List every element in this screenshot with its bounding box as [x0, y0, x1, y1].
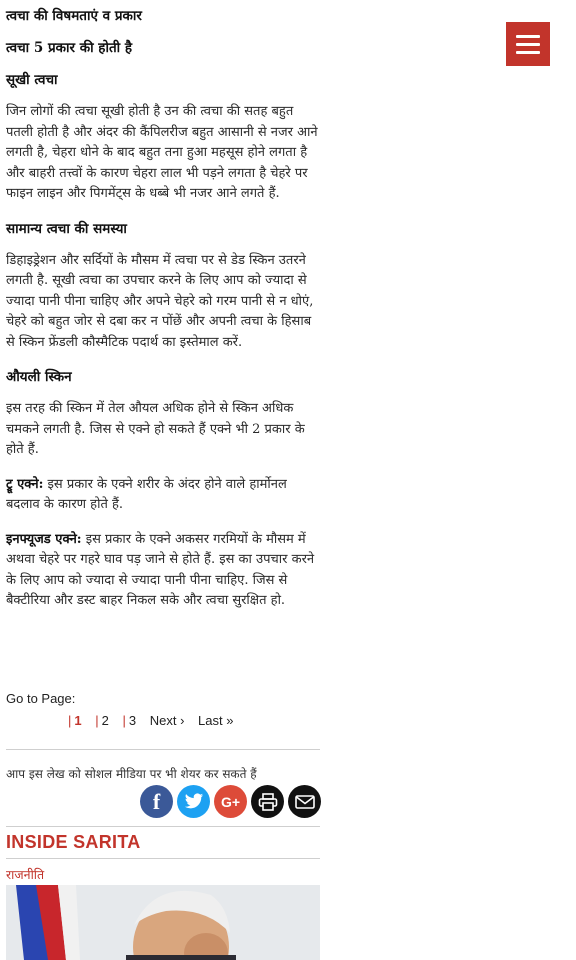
- print-icon[interactable]: [251, 785, 284, 818]
- section-body-dry-skin: जिन लोगों की त्वचा सूखी होती है उन की त्वचा की सतह बहुत पतली होती है और अंदर की कैंपिलरीज बहुत आसानी से नजर आने लगती है, चेहरा धोने के बाद बहुत तना हुआ महसूस होने लगता है और बाहरी तत्त्वों के कारण चेहरा लाल भी पड़ने लगता है चेहरे पर फाइन लाइन और पिगमेंट्स के धब्बे भी नजर आने लगते हैं.: [6, 104, 318, 201]
- google-plus-icon[interactable]: G+: [214, 785, 247, 818]
- page-link-current[interactable]: 1: [74, 713, 82, 728]
- divider: [6, 826, 320, 827]
- page-link-3[interactable]: 3: [128, 713, 137, 728]
- body-infused-acne: इस प्रकार के एक्ने अकसर गरमियों के मौसम में अथवा चेहरे पर गहरे घाव पड़ जाने से होते हैं. इस का उपचार करने के लिए आप को ज्यादा से ज्यादा पानी पीना चाहिए. जिस से बैक्टीरिया और डस्ट बाहर निकल सके और त्वचा सुरक्षित हो.: [6, 531, 315, 608]
- next-page-link[interactable]: Next ›: [149, 713, 185, 728]
- article-heading-five-types: त्वचा 5 प्रकार की होती है: [6, 40, 133, 56]
- pagination-separator: |: [122, 713, 126, 728]
- twitter-icon[interactable]: [177, 785, 210, 818]
- thumbnail-image: [6, 885, 320, 960]
- section-body-oily-skin: इस तरह की स्किन में तेल औयल अधिक होने से स्किन अधिक चमकने लगती है. जिस से एक्ने हो सकते हैं एक्ने भी 2 प्रकार के होते हैं.: [6, 401, 305, 457]
- section-title-normal-skin: सामान्य त्वचा की समस्या: [6, 220, 127, 237]
- section-title-oily-skin: औयली स्किन: [6, 369, 72, 385]
- body-true-acne: इस प्रकार के एक्ने शरीर के अंदर होने वाले हार्मोनल बदलाव के कारण होते हैं.: [6, 476, 287, 512]
- article-body: [6, 6, 322, 626]
- email-icon[interactable]: [288, 785, 321, 818]
- last-page-link[interactable]: Last »: [198, 713, 234, 728]
- divider: [6, 858, 320, 859]
- pagination-separator: |: [95, 713, 99, 728]
- divider: [6, 749, 320, 750]
- category-label[interactable]: राजनीति: [6, 867, 45, 882]
- paragraph-infused-acne: [6, 530, 322, 612]
- hamburger-menu-button[interactable]: [506, 22, 550, 66]
- pagination: [68, 713, 243, 728]
- inside-sarita-title: INSIDE SARITA: [6, 832, 141, 852]
- section-body-normal-skin: डिहाइड्रेशन और सर्दियों के मौसम में त्वचा पर से डेड स्किन उतरने लगती है. सूखी त्वचा का उपचार करने के लिए आप को ज्यादा से ज्यादा पानी पीना चाहिए और अपने चेहरे को गरम पानी से न धोएं, चेहरे को बहुत जोर से दबा कर न पोंछें और अपनी त्वचा के हिसाब से स्किन फ्रेंडली कौस्मैटिक पदार्थ का इस्तेमाल करें.: [6, 252, 314, 350]
- term-true-acne: ट्रू एक्ने:: [6, 476, 44, 492]
- facebook-icon[interactable]: f: [140, 785, 173, 818]
- article-thumbnail[interactable]: [6, 885, 320, 960]
- pagination-label: Go to Page:: [6, 691, 76, 706]
- article-heading-types: त्वचा की विषमताएं व प्रकार: [6, 8, 142, 24]
- pagination-separator: |: [68, 713, 72, 728]
- hamburger-menu-icon: [516, 35, 540, 38]
- section-title-dry-skin: सूखी त्वचा: [6, 72, 58, 88]
- page-link-2[interactable]: 2: [101, 713, 109, 728]
- paragraph-true-acne: [6, 475, 322, 516]
- share-prompt: आप इस लेख को सोशल मीडिया पर भी शेयर कर सकते हैं: [6, 767, 257, 781]
- term-infused-acne: इनफ्यूजड एक्ने:: [6, 531, 82, 547]
